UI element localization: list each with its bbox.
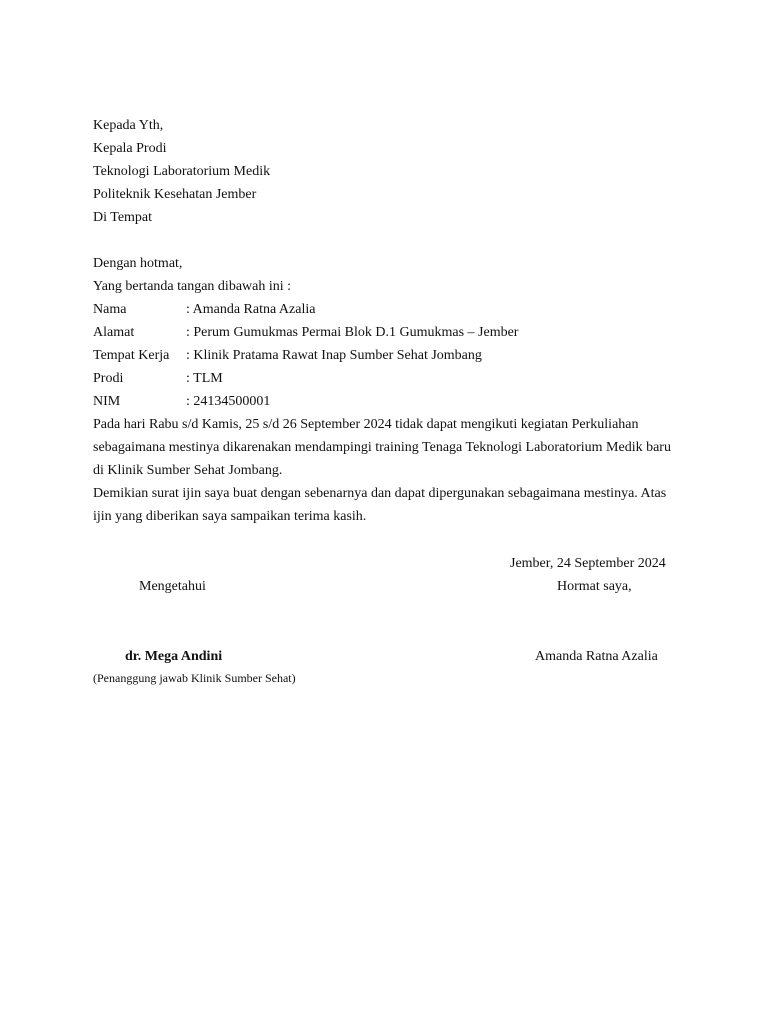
field-row-program (93, 367, 693, 390)
field-label: Nama (93, 302, 127, 317)
recipient-line-1: Kepada Yth, (93, 118, 164, 133)
field-label: Prodi (93, 371, 124, 386)
field-label: Alamat (93, 325, 135, 340)
field-row-nim (93, 390, 693, 413)
place-date: Jember, 24 September 2024 (510, 556, 666, 571)
body-paragraph-1: Pada hari Rabu s/d Kamis, 25 s/d 26 September 2024 tidak dapat mengikuti kegiatan Perkuliahan sebagaimana mestinya dikarenakan mendampingi training Tenaga Teknologi Laboratorium Medik baru di Klinik Sumber Sehat Jombang. (93, 417, 671, 478)
field-value: : 24134500001 (186, 394, 271, 409)
recipient-line-2: Kepala Prodi (93, 141, 167, 156)
spacer (93, 229, 693, 252)
field-value: : Klinik Pratama Rawat Inap Sumber Sehat Jombang (186, 348, 482, 363)
left-signatory-role: (Penanggung jawab Klinik Sumber Sehat) (93, 671, 296, 685)
recipient-line-3: Teknologi Laboratorium Medik (93, 164, 271, 179)
left-signature-heading: Mengetahui (139, 579, 206, 594)
intro-text: Yang bertanda tangan dibawah ini : (93, 279, 292, 294)
field-label: NIM (93, 394, 121, 409)
field-row-workplace (93, 344, 693, 367)
field-label: Tempat Kerja (93, 348, 170, 363)
greeting: Dengan hotmat, (93, 256, 183, 271)
right-signatory-name: Amanda Ratna Azalia (535, 649, 658, 664)
letter-body (93, 114, 693, 528)
recipient-line-4: Politeknik Kesehatan Jember (93, 187, 257, 202)
recipient-line-5: Di Tempat (93, 210, 153, 225)
field-row-address (93, 321, 693, 344)
field-value: : Amanda Ratna Azalia (186, 302, 316, 317)
right-signature-heading: Hormat saya, (557, 579, 632, 594)
field-value: : Perum Gumukmas Permai Blok D.1 Gumukmas – Jember (186, 325, 519, 340)
field-value: : TLM (186, 371, 223, 386)
body-paragraph-2: Demikian surat ijin saya buat dengan sebenarnya dan dapat dipergunakan sebagaimana mestinya. Atas ijin yang diberikan saya sampaikan terima kasih. (93, 486, 667, 524)
field-row-name (93, 298, 693, 321)
left-signatory-name: dr. Mega Andini (125, 649, 223, 664)
